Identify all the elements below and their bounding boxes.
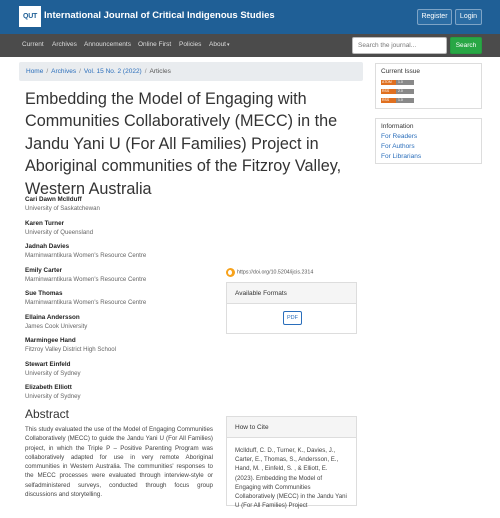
doi-link[interactable] xyxy=(226,268,313,277)
breadcrumb-current: Articles xyxy=(149,68,171,75)
author-name: Ellaina Andersson xyxy=(25,313,80,321)
nav-item-archives[interactable]: Archives xyxy=(52,41,77,48)
search-button[interactable]: Search xyxy=(450,37,482,54)
current-issue-block xyxy=(375,63,482,109)
breadcrumb-separator: / xyxy=(79,68,81,75)
author-name: Sue Thomas xyxy=(25,290,63,297)
doi-icon xyxy=(226,268,235,277)
info-link-librarians[interactable]: For Librarians xyxy=(381,153,422,160)
login-button[interactable]: Login xyxy=(455,9,482,25)
abstract-heading: Abstract xyxy=(25,407,70,421)
breadcrumb-separator: / xyxy=(144,68,147,75)
nav-item-about[interactable] xyxy=(209,41,230,48)
rss2-feed-badge[interactable] xyxy=(381,89,414,94)
site-header xyxy=(0,0,500,34)
author-affiliation: Fitzroy Valley District High School xyxy=(25,346,116,353)
author-entry xyxy=(25,195,225,219)
nav-item-policies[interactable]: Policies xyxy=(179,41,202,48)
citation-text: McIlduff, C. D., Turner, K., Davies, J., Carter, E., Thomas, S., Andersson, E., Hand, M. , Einfeld, S. , & Elliott, E. (2023). Embedding the Model of Engaging with Communities Collaboratively (MECC) in the Jandu Yani U (For All Families) Project xyxy=(235,447,347,510)
author-name: Emily Carter xyxy=(25,266,63,274)
author-entry xyxy=(25,313,225,337)
information-title: Information xyxy=(381,123,414,130)
author-name: Marmingee Hand xyxy=(25,337,76,344)
author-affiliation: University of Sydney xyxy=(25,393,81,400)
how-to-cite-panel xyxy=(226,416,357,510)
chevron-down-icon: ▾ xyxy=(227,42,230,48)
site-title[interactable]: International Journal of Critical Indigenous Studies xyxy=(44,10,275,21)
author-name: Cari Dawn McIlduff xyxy=(25,196,82,203)
available-formats-heading: Available Formats xyxy=(227,283,356,304)
journal-logo[interactable]: QUT xyxy=(19,6,41,27)
feed-version: 2.0 xyxy=(398,89,403,93)
article-title: Embedding the Model of Engaging with Communities Collaboratively (MECC) in the Jandu Yani U (For All Families) Project in Aboriginal communities of the Fitzroy Valley, Western Australia xyxy=(25,90,342,198)
feed-type: RSS xyxy=(382,89,390,93)
author-entry xyxy=(25,383,225,407)
author-affiliation: Marninwarntikura Women's Resource Centre xyxy=(25,299,147,306)
breadcrumb xyxy=(19,62,363,81)
doi-text: https://doi.org/10.5204/ijcis.2314 xyxy=(237,269,314,276)
rss1-feed-badge[interactable] xyxy=(381,98,414,103)
nav-item-about-label: About xyxy=(209,41,226,48)
breadcrumb-separator: / xyxy=(46,68,49,75)
breadcrumb-home[interactable]: Home xyxy=(26,68,44,75)
feed-type: ATOM xyxy=(382,80,392,84)
breadcrumb-archives[interactable]: Archives xyxy=(51,68,77,75)
information-block xyxy=(375,118,482,164)
nav-item-current[interactable]: Current xyxy=(22,41,44,48)
author-affiliation: University of Sydney xyxy=(25,369,81,377)
feed-type: RSS xyxy=(382,98,390,102)
nav-item-online-first[interactable]: Online First xyxy=(138,41,172,48)
current-issue-title: Current Issue xyxy=(381,68,421,75)
author-name: Elizabeth Elliott xyxy=(25,384,72,391)
abstract-text: This study evaluated the use of the Model of Engaging Communities Collaboratively (MECC) to guide the Jandu Yani U (For All Families) project, in which the Triple P – Positive Parenting Program was collaboratively adapted for use in very remote Aboriginal communities in Western Australia. The communities' responses to the MECC processes were evaluated through interview-style or selfadministered surveys, conducted through focus group discussions and storytelling. xyxy=(25,426,213,499)
author-entry xyxy=(25,219,225,243)
author-affiliation: University of Queensland xyxy=(25,228,94,236)
author-name: Jadnah Davies xyxy=(25,243,70,250)
author-entry xyxy=(25,289,225,313)
register-button[interactable]: Register xyxy=(417,9,452,25)
feed-version: 1.0 xyxy=(398,80,403,84)
author-entry xyxy=(25,360,225,384)
author-name: Stewart Einfeld xyxy=(25,360,71,368)
atom-feed-badge[interactable] xyxy=(381,80,414,85)
pdf-download-button[interactable]: PDF xyxy=(283,311,302,325)
author-affiliation: Marninwarntikura Women's Resource Centre xyxy=(25,275,147,283)
author-list xyxy=(25,195,225,407)
author-entry xyxy=(25,336,225,360)
author-entry xyxy=(25,266,225,290)
main-navigation xyxy=(0,34,500,57)
info-link-authors[interactable]: For Authors xyxy=(381,143,415,150)
author-affiliation: Marninwarntikura Women's Resource Centre xyxy=(25,252,147,259)
feed-version: 1.0 xyxy=(398,98,403,102)
info-link-readers[interactable]: For Readers xyxy=(381,133,418,140)
author-affiliation: University of Saskatchewan xyxy=(25,205,100,212)
author-name: Karen Turner xyxy=(25,219,65,227)
available-formats-panel xyxy=(226,282,357,334)
author-entry xyxy=(25,242,225,266)
breadcrumb-issue[interactable]: Vol. 15 No. 2 (2022) xyxy=(83,68,142,75)
author-affiliation: James Cook University xyxy=(25,322,88,330)
search-input[interactable] xyxy=(352,37,447,54)
nav-item-announcements[interactable]: Announcements xyxy=(84,41,131,48)
how-to-cite-heading: How to Cite xyxy=(227,417,356,438)
